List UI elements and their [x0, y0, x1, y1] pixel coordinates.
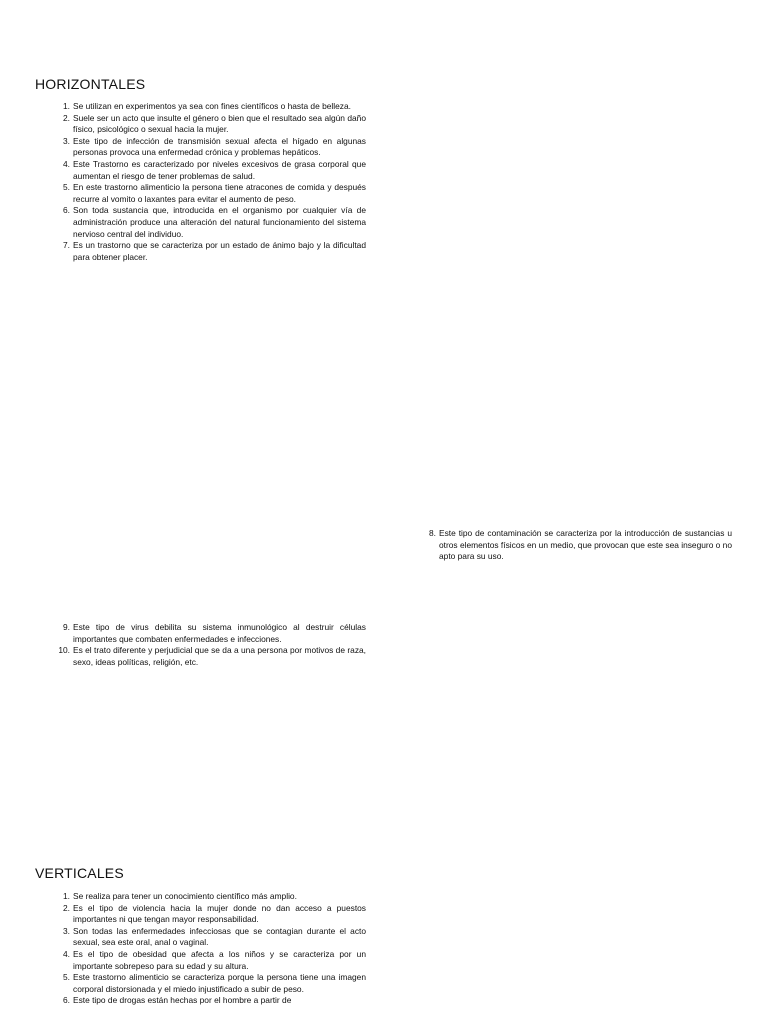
item-text: Suele ser un acto que insulte el género o bien que el resultado sea algún daño físico, psicológico o sexual hacia la mujer. [73, 112, 366, 135]
list-item [55, 926, 366, 949]
item-text: Es un trastorno que se caracteriza por un estado de ánimo bajo y la dificultad para obtener placer. [73, 240, 366, 262]
verticales-heading: VERTICALES [35, 865, 124, 881]
item-number: 8 . [421, 528, 436, 540]
horizontales-list-part3 [55, 622, 366, 668]
item-text: Son todas las enfermedades infecciosas que se contagian durante el acto sexual, sea este oral, anal o vaginal. [73, 925, 366, 948]
item-text: Es el trato diferente y perjudicial que se da a una persona por motivos de raza, sexo, ideas políticas, religión, etc. [73, 645, 366, 667]
item-text: Es el tipo de violencia hacia la mujer donde no dan acceso a puestos importantes ni que tengan mayor responsabilidad. [73, 902, 366, 925]
item-number: 7 . [55, 240, 70, 252]
list-item [55, 995, 366, 1007]
item-number: 1 . [55, 891, 70, 903]
item-number: 2 . [55, 113, 70, 125]
item-number: 4 . [55, 949, 70, 961]
list-item [421, 528, 732, 563]
item-text: Es el tipo de obesidad que afecta a los niños y se caracteriza por un importante sobrepeso para su edad y su altura. [73, 948, 366, 971]
list-item [55, 182, 366, 205]
list-item [55, 136, 366, 159]
list-item [55, 113, 366, 136]
item-text: Este tipo de infección de transmisión sexual afecta el hígado en algunas personas provoca una enfermedad crónica y problemas hepáticos. [73, 135, 366, 158]
horizontales-list-part1 [55, 101, 366, 263]
item-number: 6 . [55, 995, 70, 1007]
list-item [55, 205, 366, 240]
list-item [55, 240, 366, 263]
item-number: 1 . [55, 101, 70, 113]
item-text: Este trastorno alimenticio se caracteriza porque la persona tiene una imagen corporal distorsionada y el miedo injustificado a subir de peso. [73, 972, 366, 994]
horizontales-list-part2 [421, 528, 732, 563]
item-text: Este tipo de drogas están hechas por el hombre a partir de [73, 995, 292, 1006]
item-number: 3 . [55, 926, 70, 938]
list-item [55, 949, 366, 972]
list-item [55, 645, 366, 668]
item-text: En este trastorno alimenticio la persona tiene atracones de comida y después recurre al vomito o laxantes para evitar el aumento de peso. [73, 182, 366, 204]
item-text: Se utilizan en experimentos ya sea con fines científicos o hasta de belleza. [73, 101, 351, 111]
item-number: 5 . [55, 972, 70, 984]
item-number: 5 . [55, 182, 70, 194]
list-item [55, 972, 366, 995]
list-item [55, 159, 366, 182]
item-text: Este Trastorno es caracterizado por niveles excesivos de grasa corporal que aumentan el riesgo de tener problemas de salud. [73, 158, 366, 181]
item-number: 2 . [55, 903, 70, 915]
list-item [55, 891, 366, 903]
item-number: 10 . [55, 645, 70, 657]
item-text: Son toda sustancia que, introducida en el organismo por cualquier vía de administración produce una alteración del natural funcionamiento del sistema nervioso central del individuo. [73, 205, 366, 239]
verticales-list [55, 891, 366, 1007]
item-number: 6 . [55, 205, 70, 217]
item-number: 9 . [55, 622, 70, 634]
list-item [55, 622, 366, 645]
item-text: Se realiza para tener un conocimiento científico más amplio. [73, 891, 297, 901]
item-number: 3 . [55, 136, 70, 148]
item-text: Este tipo de virus debilita su sistema inmunológico al destruir células importantes que combaten enfermedades e infecciones. [73, 622, 366, 644]
horizontales-heading: HORIZONTALES [35, 76, 146, 92]
list-item [55, 101, 366, 113]
item-number: 4 . [55, 159, 70, 171]
list-item [55, 903, 366, 926]
item-text: Este tipo de contaminación se caracteriza por la introducción de sustancias u otros elementos físicos en un medio, que provocan que este sea inseguro o no apto para su uso. [439, 528, 732, 562]
